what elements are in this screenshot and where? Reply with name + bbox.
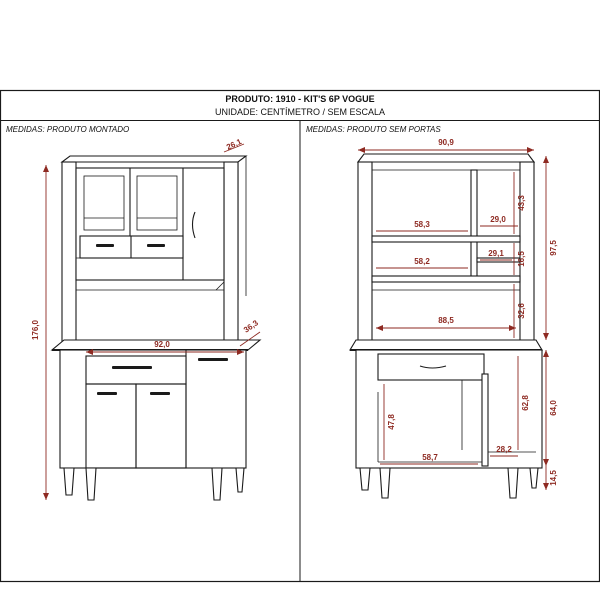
unit-note: UNIDADE: CENTÍMETRO / SEM ESCALA [214, 107, 386, 117]
door-handle-icon [97, 392, 117, 395]
drawer-handle-icon [147, 244, 165, 247]
right-view-caption: MEDIDAS: PRODUTO SEM PORTAS [306, 125, 441, 134]
dim-shelf-right-top: 29,0 [490, 215, 506, 224]
dim-width-top: 92,0 [154, 340, 170, 349]
dim-open-niche-height: 32,6 [517, 303, 526, 319]
door-handle-icon [150, 392, 170, 395]
dim-depth-top: 26,1 [225, 137, 243, 152]
dim-feet-height: 14,5 [549, 470, 558, 486]
cabinet-without-doors [350, 154, 542, 498]
dim-base-height: 64,0 [549, 400, 558, 416]
dim-base-right-width: 28,2 [496, 445, 512, 454]
dim-shelf-left-top: 58,3 [414, 220, 430, 229]
product-title: PRODUTO: 1910 - KIT'S 6P VOGUE [225, 94, 375, 104]
dim-width-total: 90,9 [438, 138, 454, 147]
assembled-cabinet [52, 156, 260, 500]
dim-height-total: 176,0 [31, 319, 40, 341]
drawer-handle-icon [112, 366, 152, 369]
left-view-caption: MEDIDAS: PRODUTO MONTADO [6, 125, 130, 134]
dim-lower-left-height: 47,8 [387, 414, 396, 430]
dim-counter-width: 88,5 [438, 316, 454, 325]
dim-base-left-width: 58,7 [422, 453, 438, 462]
door-handle-icon [198, 358, 228, 361]
dim-lower-right-height: 62,8 [521, 395, 530, 411]
dim-mid-right-height: 16,5 [517, 251, 526, 267]
dim-shelf-right-mid: 29,1 [488, 249, 504, 258]
dim-shelf-left-mid: 58,2 [414, 257, 430, 266]
drawer-handle-icon [96, 244, 114, 247]
dim-depth-base: 36,3 [241, 318, 260, 335]
dim-upper-right-height: 43,3 [517, 195, 526, 211]
dim-upper-total-height: 97,5 [549, 240, 558, 256]
